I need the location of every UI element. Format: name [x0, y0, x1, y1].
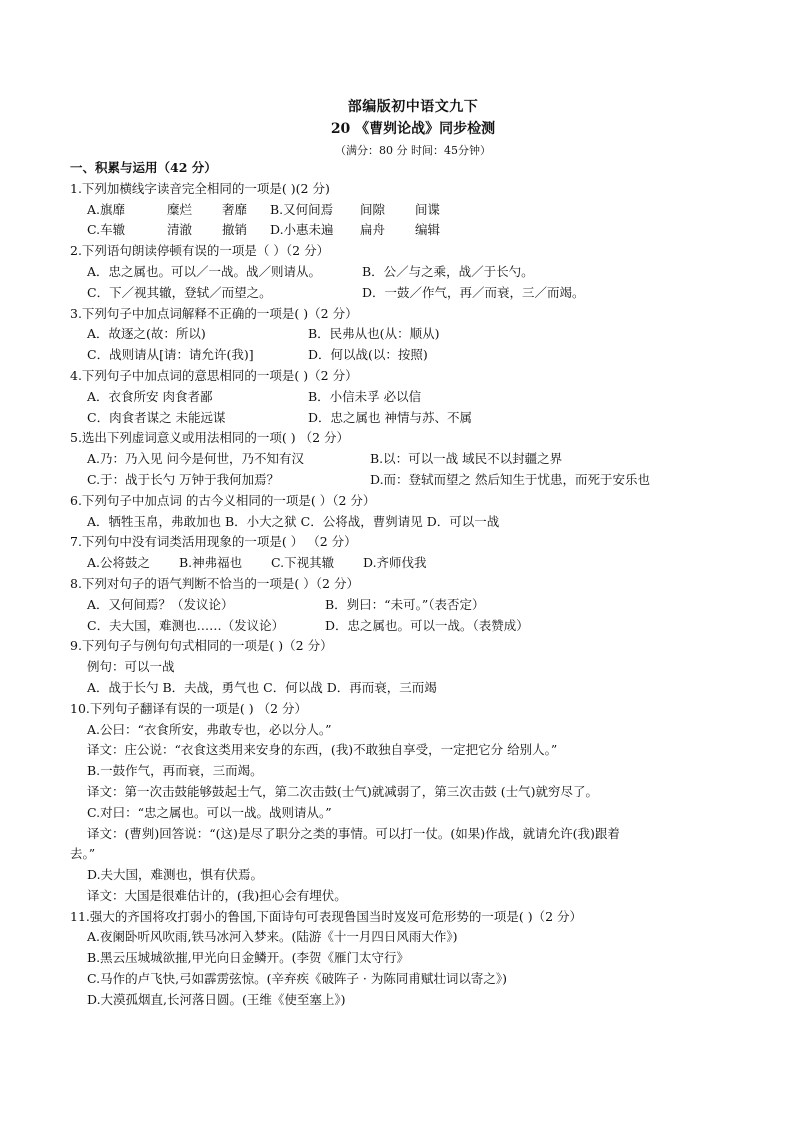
q7-option-a: A.公将鼓之 [87, 555, 151, 571]
question-9-stem: 9.下列句子与例句句式相同的一项是( )（2 分） [70, 638, 333, 654]
q1-word: 编辑 [415, 222, 441, 238]
q8-option-c: C．夫大国，难测也……（发议论） [87, 617, 285, 633]
q8-option-a: A．又何间焉？（发议论） [87, 596, 234, 612]
q10-option-d: D.夫大国，难测也，惧有伏焉。 [87, 867, 264, 883]
q7-option-b: B.神弗福也 [179, 555, 243, 571]
question-6-options: A．牺牲玉帛，弗敢加也 B．小大之狱 C．公将战，曹刿请见 D．可以一战 [87, 513, 500, 529]
q1-word: 奢靡 [222, 201, 248, 217]
section-heading: 一、积累与运用（42 分） [70, 160, 217, 175]
document-subtitle: 20 《曹刿论战》同步检测 [330, 121, 496, 137]
question-1-stem: 1.下列加横线字读音完全相同的一项是( )(2 分) [70, 180, 330, 196]
q3-option-a: A．故逐之(故：所以) [87, 326, 206, 342]
q10-option-b-translation: 译文：第一次击鼓能够鼓起士气，第二次击鼓(士气)就减弱了，第三次击鼓 (士气)就穷尽了。 [87, 783, 598, 799]
q7-option-c: C.下视其辙 [271, 555, 335, 571]
q1-option-b: B.又何间焉 [270, 201, 334, 217]
question-4-stem: 4.下列句子中加点词的意思相同的一项是( )（2 分） [70, 367, 358, 383]
question-3-stem: 3.下列句子中加点词解释不正确的一项是( )（2 分） [70, 305, 358, 321]
q10-option-a-translation: 译文：庄公说：“衣食这类用来安身的东西，(我)不敢独自享受，一定把它分 给别人。” [87, 742, 558, 758]
q1-word: 间隙 [360, 201, 386, 217]
q1-word: 清澈 [167, 222, 193, 238]
q5-option-b: B.以：可以一战 域民不以封疆之界 [370, 451, 563, 467]
question-3-row-cd [70, 345, 750, 366]
q4-option-b: B．小信未孚 必以信 [308, 388, 422, 404]
q4-option-a: A．衣食所安 肉食者鄙 [87, 388, 213, 404]
q4-option-c: C．肉食者谋之 未能远谋 [87, 409, 226, 425]
q7-option-d: D.齐师伐我 [363, 555, 427, 571]
q1-option-d: D.小惠未遍 [270, 222, 334, 238]
question-11-stem: 11.强大的齐国将攻打弱小的鲁国,下面诗句可表现鲁国当时岌岌可危形势的一项是( )（2 分） [70, 908, 583, 924]
question-2-stem: 2.下列语句朗读停顿有误的一项是（ ）（2 分） [70, 243, 330, 259]
question-5-row-ab [70, 449, 750, 470]
q1-word: 扁舟 [360, 222, 386, 238]
question-7-stem: 7.下列句中没有词类活用现象的一项是( ） （2 分） [70, 534, 357, 550]
question-7-options [70, 553, 750, 574]
document-title: 部编版初中语文九下 [347, 99, 479, 115]
q1-word: 间谍 [415, 201, 441, 217]
q10-option-d-translation: 译文：大国是很难估计的，(我)担心会有埋伏。 [87, 887, 347, 903]
question-8-stem: 8.下列对句子的语气判断不恰当的一项是( ）（2 分） [70, 575, 359, 591]
q11-option-a: A.夜阑卧听风吹雨,铁马冰河入梦来。(陆游《十一月四日风雨大作》) [87, 929, 458, 945]
q3-option-d: D．何以战(以：按照) [308, 347, 428, 363]
q11-option-b: B.黑云压城城欲摧,甲光向日金鳞开。(李贺《雁门太守行》 [87, 950, 410, 966]
q2-option-d: D．一鼓／作气，再／而衰，三／而竭。 [362, 284, 585, 300]
q8-option-b: B．刿曰：“未可。”（表否定） [325, 596, 485, 612]
q5-option-c: C.于：战于长勺 万钟于我何加焉？ [87, 471, 280, 487]
question-10-stem: 10.下列句子翻译有误的一项是( ) （2 分） [70, 700, 308, 716]
question-4-row-ab [70, 387, 750, 408]
q5-option-a: A.乃：乃入见 问今是何世，乃不知有汉 [87, 451, 304, 467]
q10-option-c-translation-cont: 去。” [70, 846, 96, 862]
q1-word: 撤销 [222, 222, 248, 238]
question-8-row-ab [70, 595, 750, 616]
exam-meta: （满分：80 分 时间：45分钟） [335, 144, 491, 157]
question-9-options: A．战于长勺 B．夫战，勇气也 C．何以战 D．再而衰，三而竭 [87, 679, 437, 695]
question-list [70, 158, 750, 1011]
q4-option-d: D．忠之属也 神情与苏、不属 [308, 409, 472, 425]
q2-option-c: C．下／视其辙，登轼／而望之。 [87, 284, 272, 300]
q10-option-c-translation: 译文：(曹刿)回答说：“(这)是尽了职分之类的事情。可以打一仗。(如果)作战，就请允许(我)跟着 [87, 825, 620, 841]
q1-option-c: C.车辙 [87, 222, 126, 238]
question-9-example: 例句：可以一战 [87, 659, 175, 675]
q1-option-a: A.旗靡 [87, 201, 126, 217]
question-6-stem: 6.下列句子中加点词 的古今义相同的一项是( ）（2 分） [70, 492, 376, 508]
q11-option-c: C.马作的卢飞快,弓如霹雳弦惊。(辛弃疾《破阵子 · 为陈同甫赋壮词以寄之》) [87, 971, 507, 987]
q8-option-d: D．忠之属也。可以一战。（表赞成） [325, 617, 529, 633]
q5-option-d: D.而：登轼而望之 然后知生于忧患，而死于安乐也 [370, 471, 651, 487]
q11-option-d: D.大漠孤烟直,长河落日圆。(王维《使至塞上》) [87, 991, 346, 1007]
question-8-row-cd [70, 616, 750, 637]
q2-option-a: A．忠之属也。可以／一战。战／则请从。 [87, 263, 322, 279]
question-5-row-cd [70, 470, 750, 491]
question-2-row-ab [70, 262, 750, 283]
q3-option-c: C．战则请从[请：请允许(我)] [87, 347, 254, 363]
q10-option-b: B.一鼓作气，再而衰，三而竭。 [87, 763, 263, 779]
question-1-row-cd [70, 220, 750, 241]
q2-option-b: B．公／与之乘，战／于长勺。 [362, 263, 534, 279]
question-5-stem: 5.选出下列虚词意义或用法相同的一项( ) （2 分） [70, 430, 350, 446]
question-4-row-cd [70, 408, 750, 429]
q10-option-a: A.公曰：“衣食所安，弗敢专也，必以分人。” [87, 721, 332, 737]
question-2-row-cd [70, 283, 750, 304]
q1-word: 糜烂 [167, 201, 193, 217]
question-3-row-ab [70, 324, 750, 345]
q10-option-c: C.对曰：“忠之属也。可以一战。战则请从。” [87, 804, 332, 820]
question-1-row-ab [70, 200, 750, 221]
q3-option-b: B．民弗从也(从：顺从) [308, 326, 440, 342]
